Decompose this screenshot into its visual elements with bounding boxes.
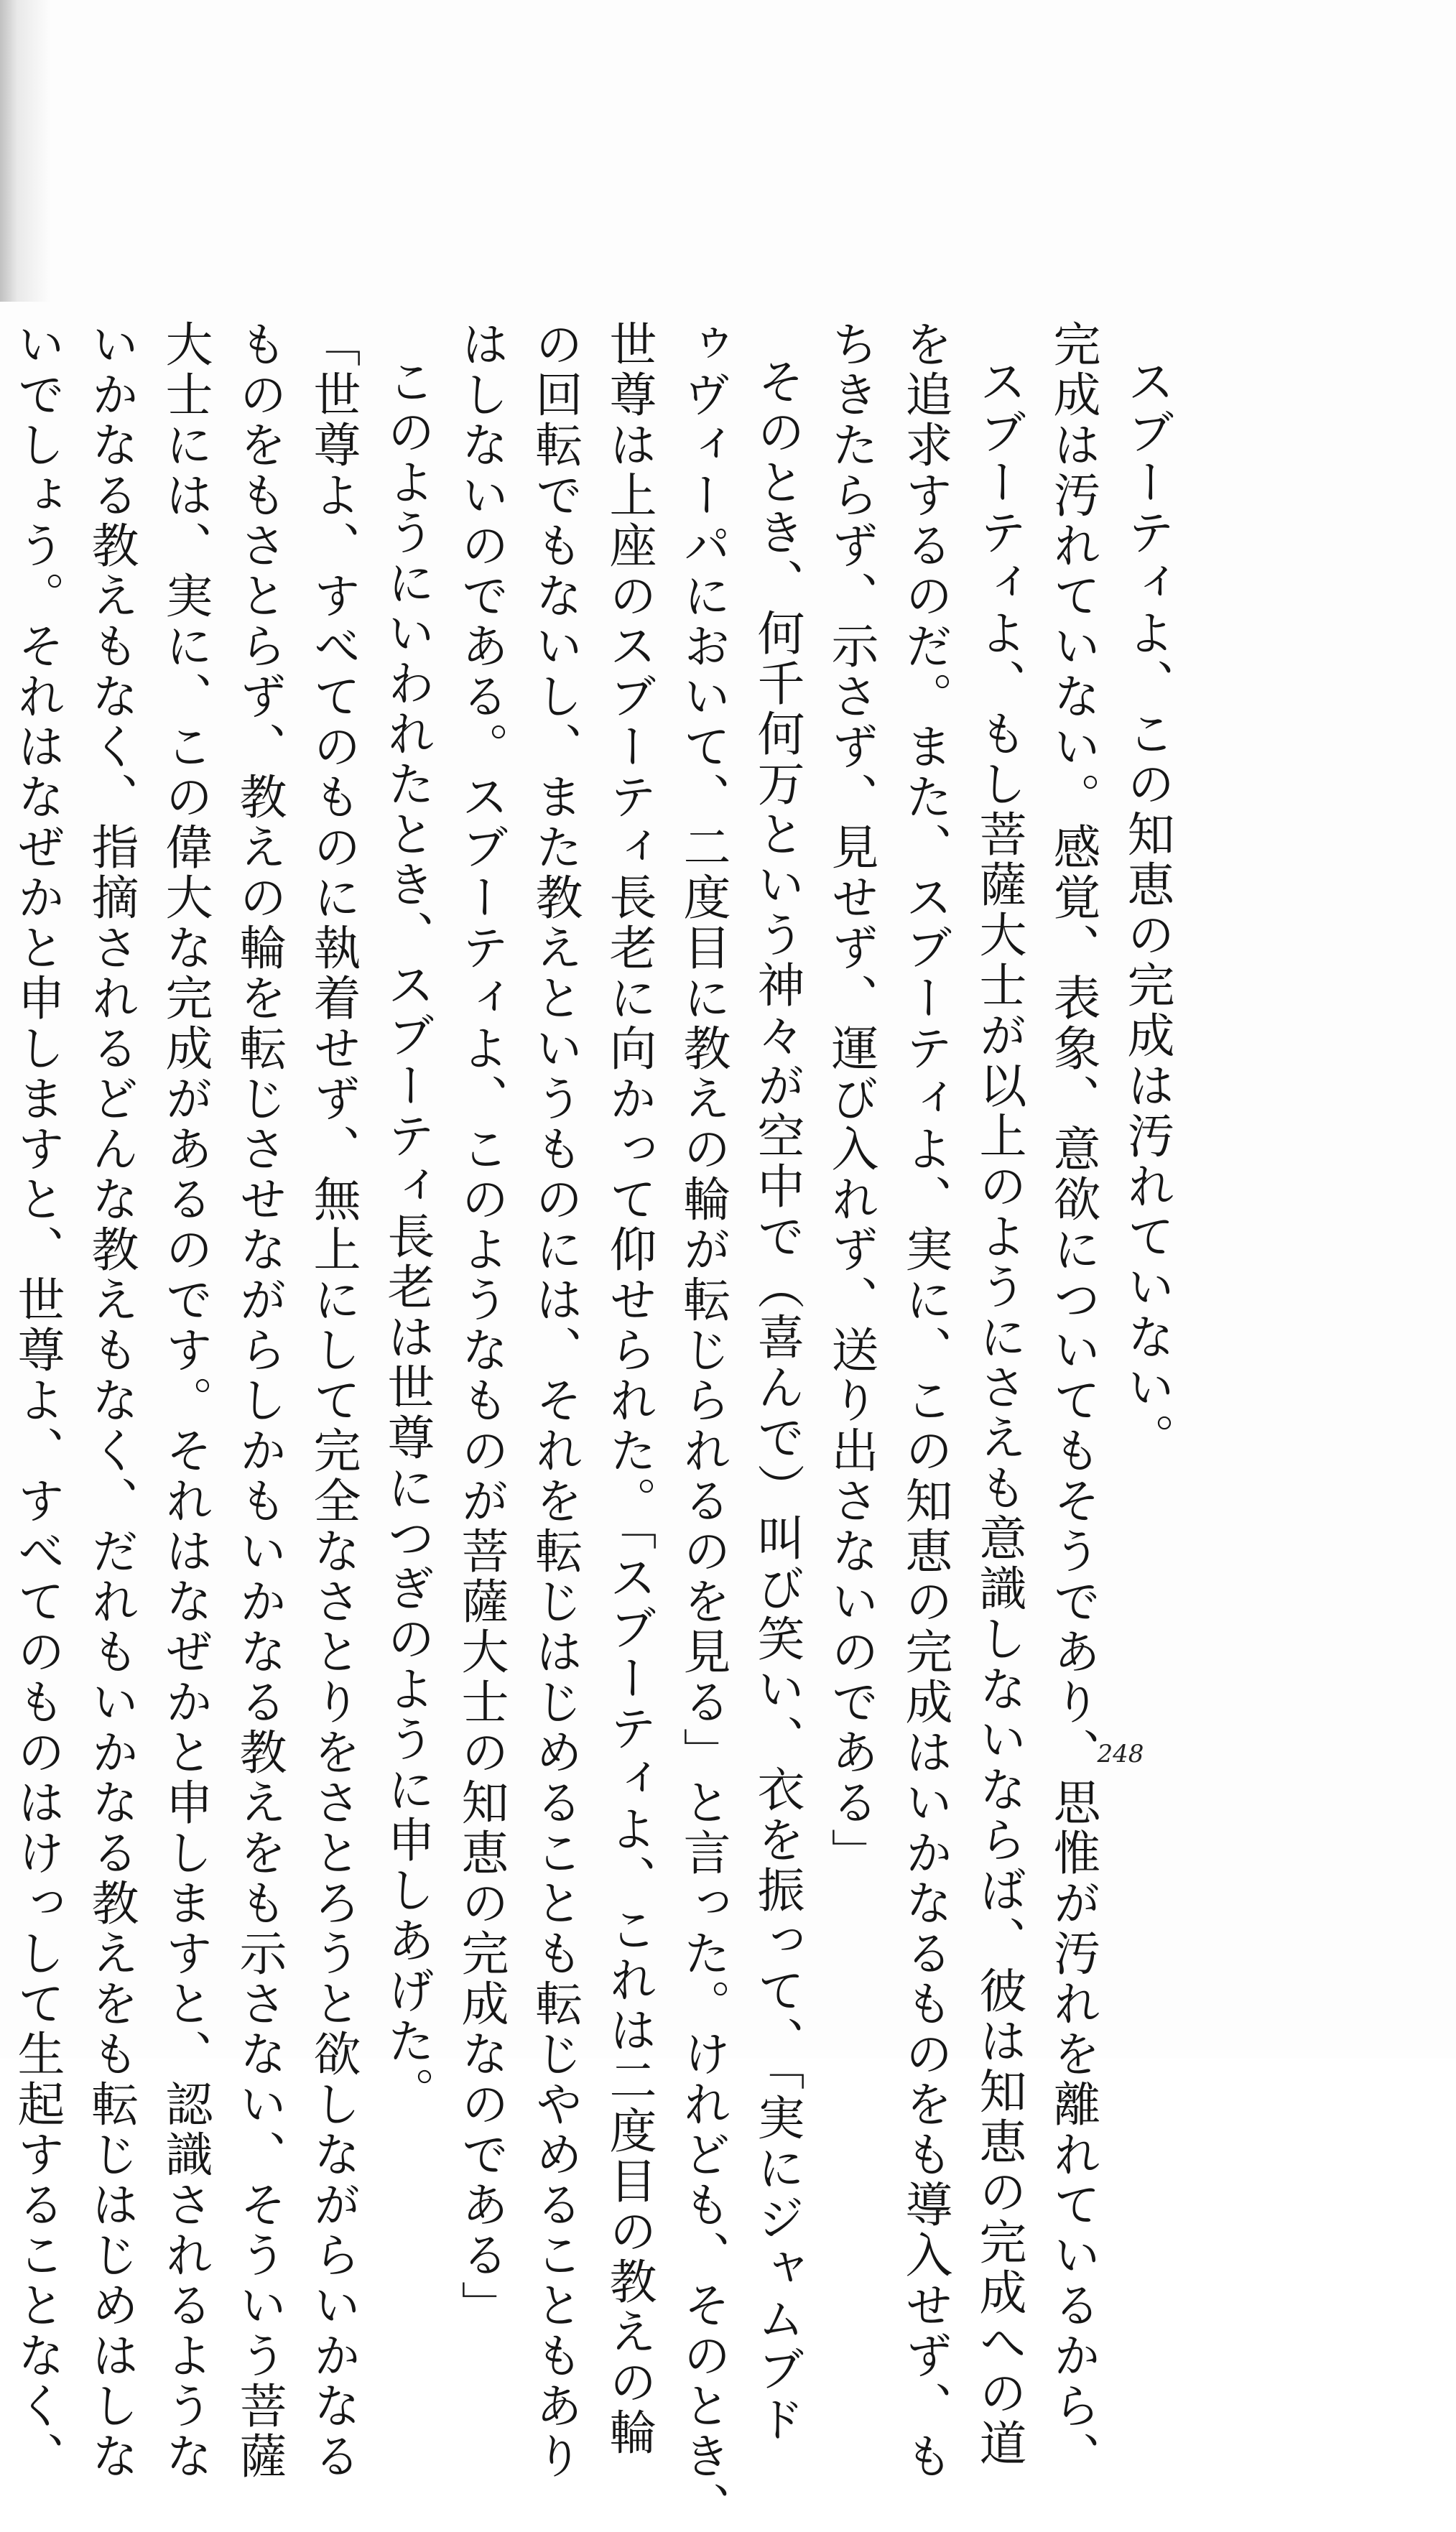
text-line: いかなる教えもなく、指摘されるどんな教えもなく、だれもいかなる教えをも転じはじめはしな — [83, 320, 139, 2482]
text-line: いでしょう。それはなぜかと申しますと、世尊よ、すべてのものはけっして生起することなく、 — [9, 320, 65, 2482]
text-line: 大士には、実に、この偉大な完成があるのです。それはなぜかと申しますと、認識されるような — [157, 320, 213, 2482]
text-line: そのとき、何千何万という神々が空中で（喜んで）叫び笑い、衣を振って、「実にジャムブド — [749, 357, 804, 2445]
text-line: 「世尊よ、すべてのものに執着せず、無上にして完全なさとりをさとろうと欲しながらいかなる — [305, 320, 361, 2482]
text-line: このようにいわれたとき、スブーティ長老は世尊につぎのように申しあげた。 — [379, 357, 435, 2117]
text-line: の回転でもないし、また教えというものには、それを転じはじめることも転じやめることもあり — [527, 320, 583, 2482]
text-line: ものをもさとらず、教えの輪を転じさせながらしかもいかなる教えをも示さない、そういう菩薩 — [231, 320, 287, 2482]
text-line: ゥヴィーパにおいて、二度目に教えの輪が転じられるのを見る」と言った。けれども、そのとき、 — [675, 320, 731, 2532]
text-line: スブーティよ、もし菩薩大士が以上のようにさえも意識しないならば、彼は知恵の完成への道 — [971, 357, 1026, 2469]
page-number: 248 — [1097, 1740, 1144, 1768]
scan-edge-shadow — [0, 0, 50, 302]
text-line: 世尊は上座のスブーティ長老に向かって仰せられた。「スブーティよ、これは二度目の教えの輪 — [601, 320, 657, 2458]
text-line: を追求するのだ。また、スブーティよ、実に、この知恵の完成はいかなるものをも導入せず、も — [897, 320, 952, 2482]
text-line: はしないのである。スブーティよ、このようなものが菩薩大士の知恵の完成なのである」 — [453, 320, 509, 2331]
text-line: 完成は汚れていない。感覚、表象、意欲についてもそうであり、思惟が汚れを離れているから、 — [1045, 320, 1100, 2482]
text-line: ちきたらず、示さず、見せず、運び入れず、送り出さないのである」 — [823, 320, 878, 1878]
text-line: スブーティよ、この知恵の完成は汚れていない。 — [1119, 357, 1174, 1463]
